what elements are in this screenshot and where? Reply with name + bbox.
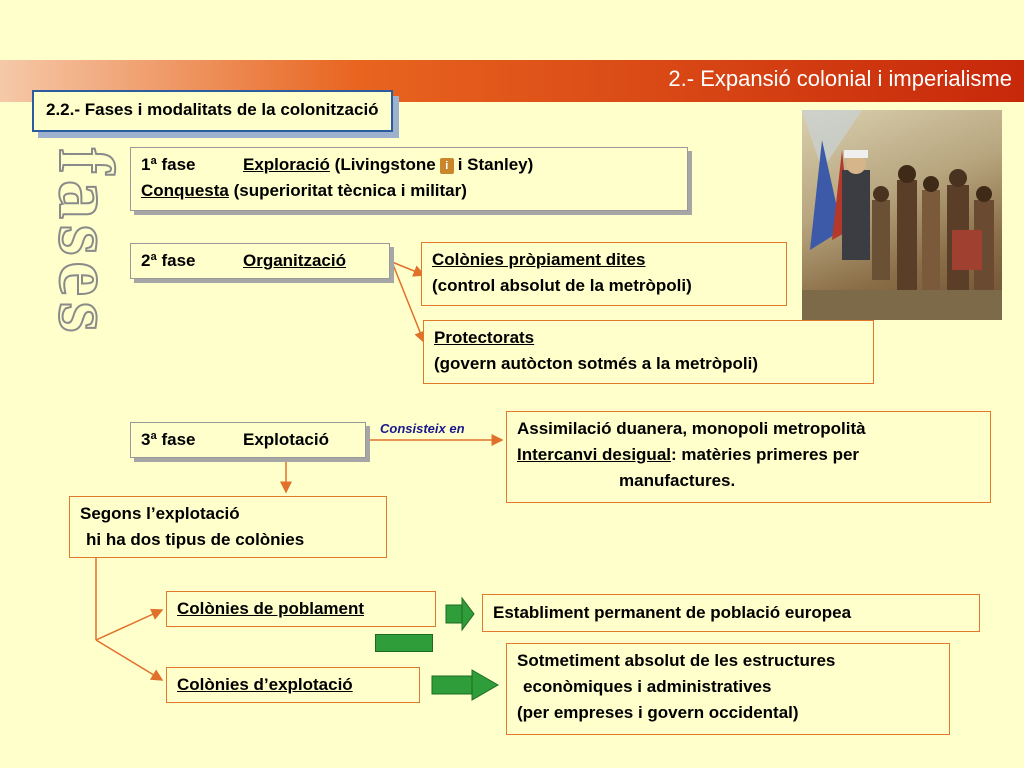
protectorats-title[interactable]: Protectorats xyxy=(434,328,535,347)
protectorats-desc: (govern autòcton sotmés a la metròpoli) xyxy=(434,354,758,373)
green-right-arrow-icon xyxy=(432,670,498,700)
explotacio-desc-line1: Assimilació duanera, monopoli metropolità xyxy=(517,419,866,438)
protectorats-box xyxy=(423,320,874,384)
watermark-text: fases xyxy=(43,148,130,339)
fase1-box xyxy=(130,147,688,211)
info-icon[interactable]: i xyxy=(440,158,454,174)
stanley-text: i Stanley) xyxy=(457,155,534,174)
explotacio-colonies-desc-box xyxy=(506,643,950,735)
poblament-desc-box xyxy=(482,594,980,632)
explotacio-colonies-link[interactable]: Colònies d’explotació xyxy=(177,675,353,694)
fase1-label: 1ª fase xyxy=(141,155,196,174)
explotacio-desc-box xyxy=(506,411,991,503)
explotacio-colonies-box xyxy=(166,667,420,703)
poblament-desc: Establiment permanent de població europea xyxy=(493,603,852,622)
section-subtitle: 2.2.- Fases i modalitats de la colonització xyxy=(32,90,393,132)
intercanvi-link[interactable]: Intercanvi desigual xyxy=(517,445,671,464)
explotacio-name: Explotació xyxy=(243,430,329,449)
fase3-box xyxy=(130,422,366,458)
conquesta-link[interactable]: Conquesta xyxy=(141,181,229,200)
explotacio-colonies-desc-line3: (per empreses i govern occidental) xyxy=(517,703,799,722)
colonies-title[interactable]: Colònies pròpiament dites xyxy=(432,250,646,269)
fase2-label: 2ª fase xyxy=(141,251,196,270)
poblament-box xyxy=(166,591,436,627)
exploracio-link[interactable]: Exploració xyxy=(243,155,330,174)
segons-line1: Segons l’explotació xyxy=(80,504,240,523)
arrow-to-protectorats xyxy=(392,262,424,342)
consisteix-label: Consisteix en xyxy=(380,421,465,436)
explotacio-desc-line3: manufactures. xyxy=(619,471,736,490)
segons-line2: hi ha dos tipus de colònies xyxy=(86,530,305,549)
colonies-desc: (control absolut de la metròpoli) xyxy=(432,276,692,295)
arrow-to-explotacio xyxy=(96,640,162,680)
fase3-label: 3ª fase xyxy=(141,430,196,449)
header-title: 2.- Expansió colonial i imperialisme xyxy=(668,66,1012,91)
organitzacio-link[interactable]: Organització xyxy=(243,251,346,270)
small-green-button[interactable] xyxy=(375,634,433,652)
explotacio-desc-line2: : matèries primeres per xyxy=(671,445,860,464)
colonies-propiament-box xyxy=(421,242,787,306)
segons-box xyxy=(69,496,387,558)
fase2-box xyxy=(130,243,390,279)
explotacio-colonies-desc-line2: econòmiques i administratives xyxy=(523,677,772,696)
poblament-link[interactable]: Colònies de poblament xyxy=(177,599,365,618)
explotacio-colonies-desc-line1: Sotmetiment absolut de les estructures xyxy=(517,651,836,670)
arrow-to-poblament xyxy=(96,610,162,640)
green-right-arrow-icon xyxy=(446,598,474,630)
livingstone-text: (Livingstone xyxy=(334,155,436,174)
conquesta-desc: (superioritat tècnica i militar) xyxy=(233,181,467,200)
